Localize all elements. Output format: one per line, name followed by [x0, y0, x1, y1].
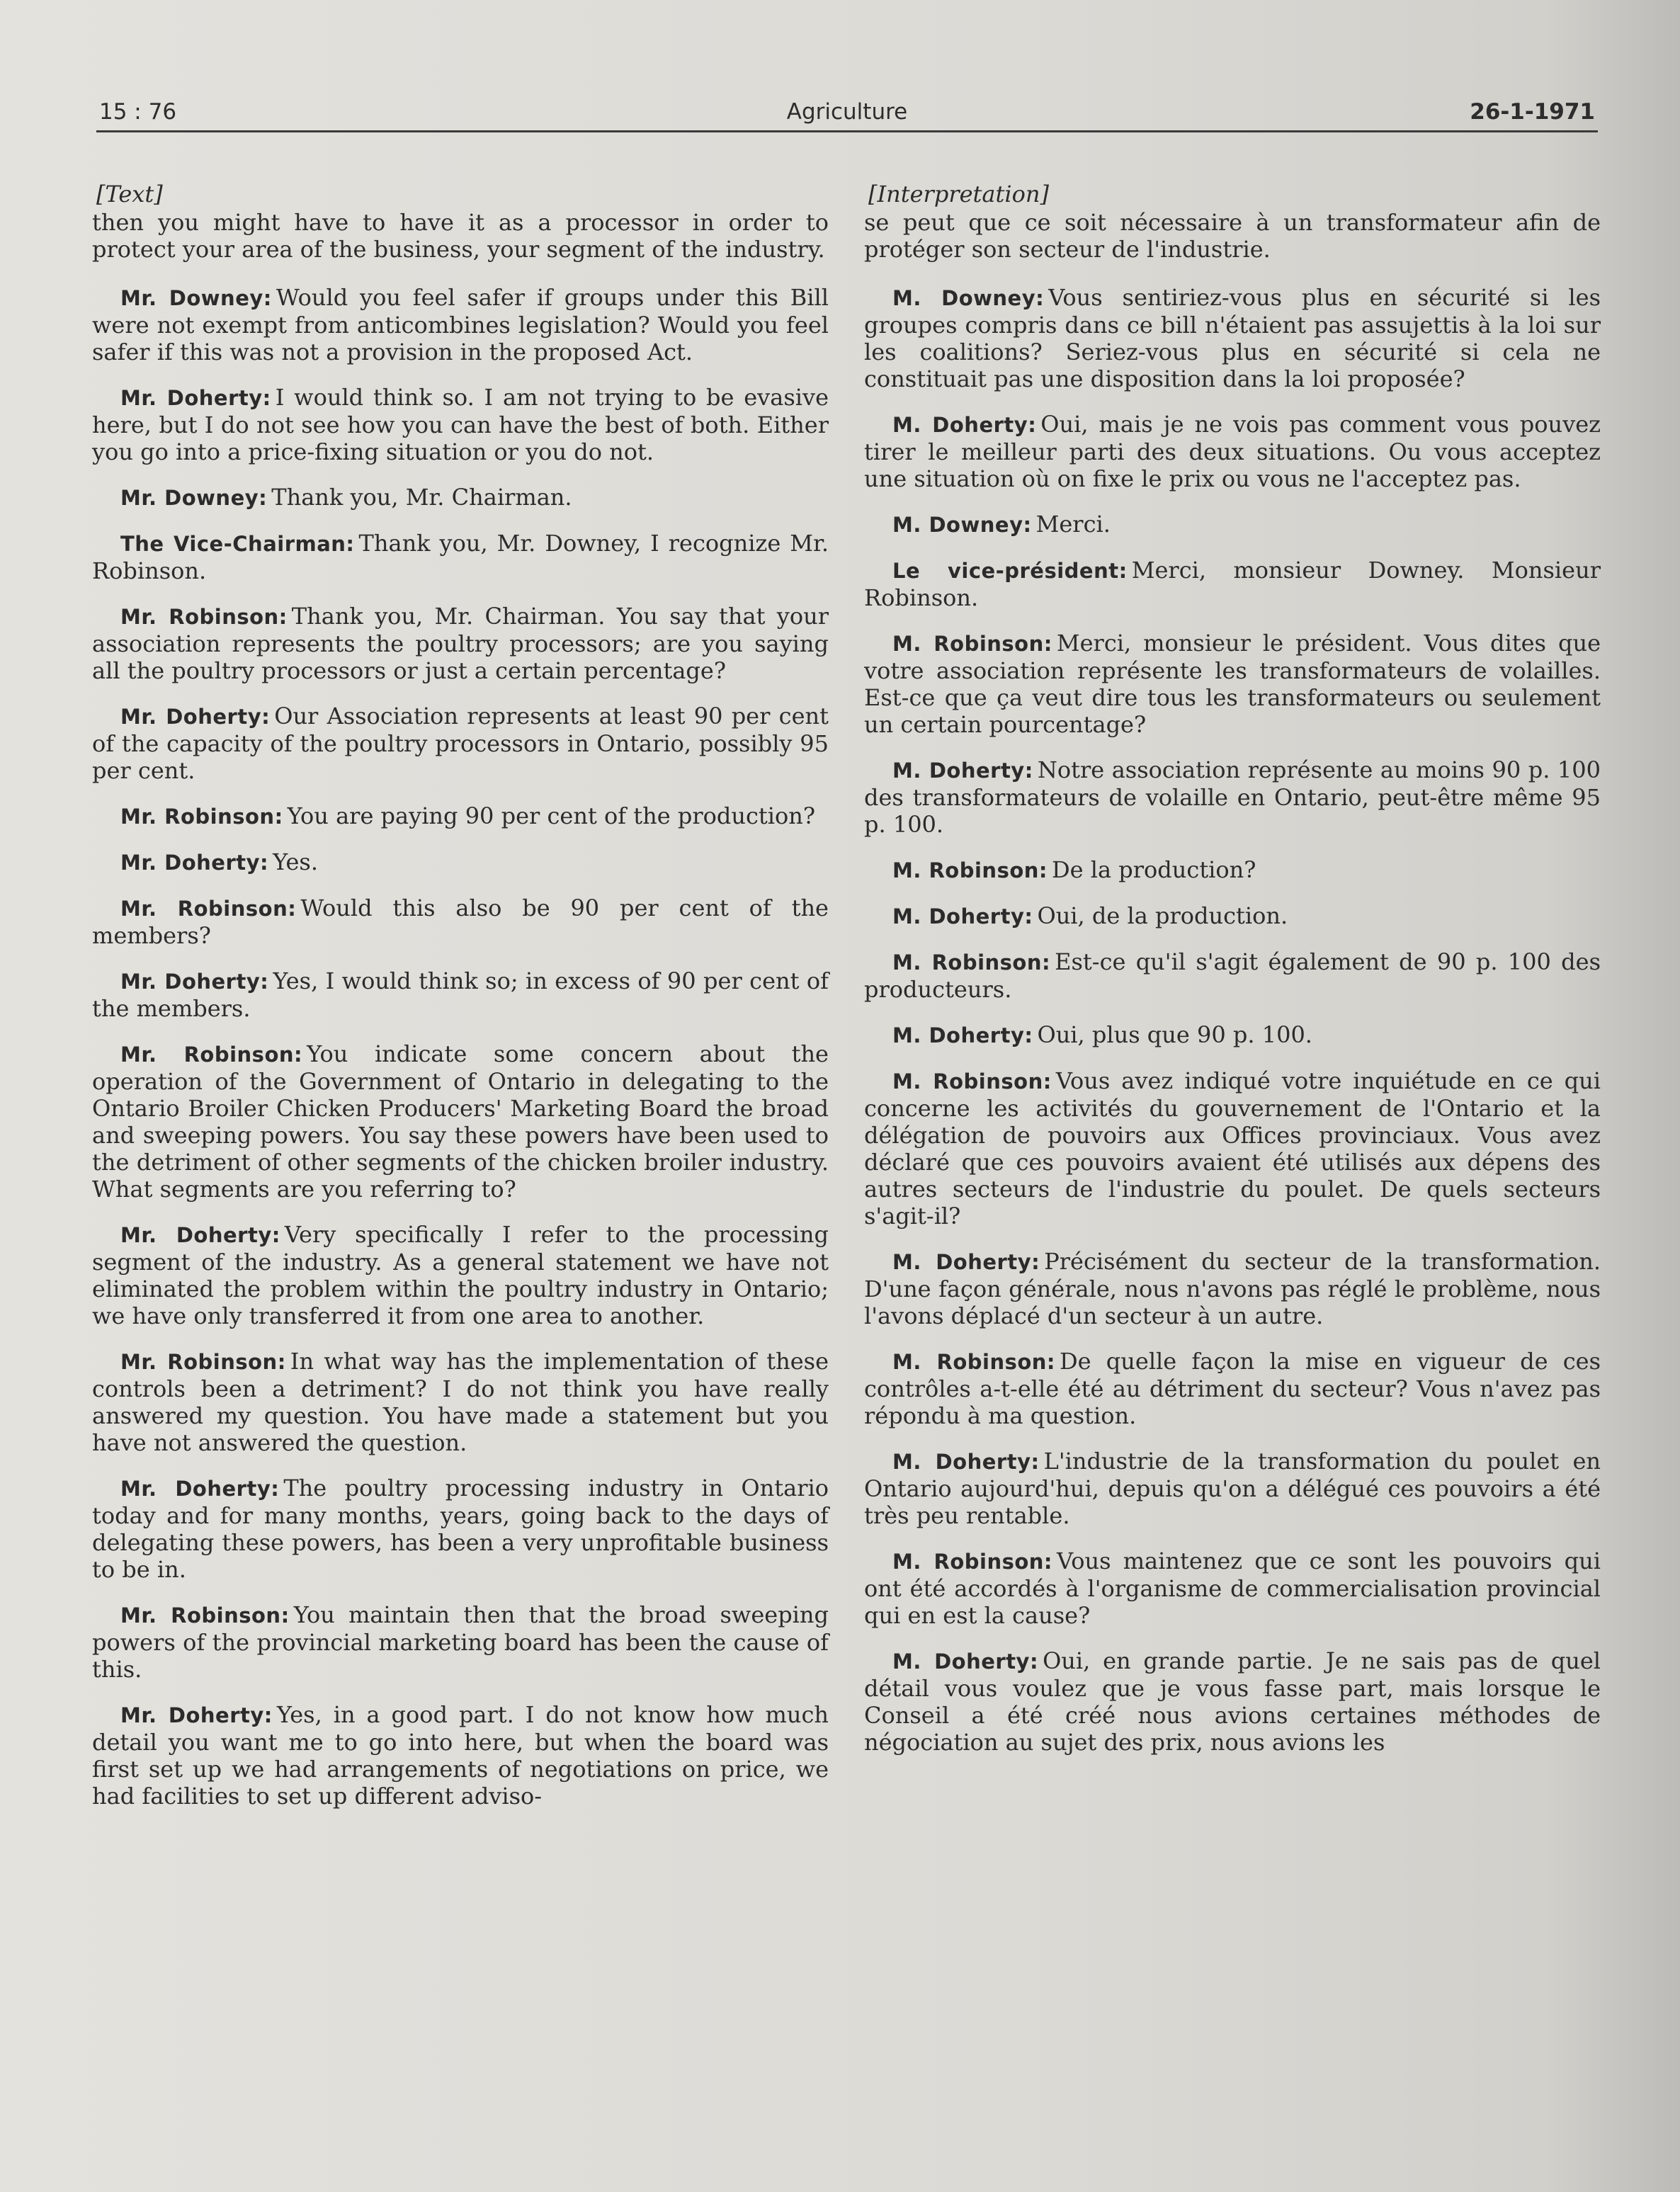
speaker-name: M. Doherty: — [892, 904, 1033, 929]
paragraph-text: Yes. — [273, 848, 318, 875]
speaker-name: The Vice-Chairman: — [120, 532, 355, 556]
paragraph — [92, 1601, 829, 1683]
paragraph-text: Oui, de la production. — [1037, 902, 1288, 929]
speaker-name: M. Robinson: — [892, 632, 1052, 656]
speaker-name: Mr. Robinson: — [120, 605, 288, 629]
paragraph — [92, 384, 829, 465]
paragraph — [92, 1475, 829, 1583]
speaker-name: Mr. Robinson: — [120, 805, 283, 829]
paragraph — [864, 1021, 1601, 1049]
paragraph-text: In what way has the implementation of these controls been a detriment? I do not think you have really answered my question. You have made a statement but you have not answered the question. — [92, 1348, 829, 1456]
paragraph — [92, 802, 829, 830]
page-header — [96, 99, 1598, 132]
speaker-name: Mr. Doherty: — [120, 1477, 280, 1501]
paragraph — [864, 1448, 1601, 1529]
paragraph-text: You are paying 90 per cent of the production? — [287, 802, 816, 829]
paragraph-text: Merci, monsieur le président. Vous dites que votre association représente les transformateurs de volailles. Est-ce que ça veut dire tous les transformateurs ou seulement un certain pourcentage? — [864, 630, 1601, 738]
speaker-name: M. Robinson: — [892, 858, 1048, 882]
paragraph — [92, 967, 829, 1022]
page-title: Agriculture — [786, 99, 908, 125]
speaker-name: Mr. Doherty: — [120, 970, 269, 994]
paragraph-text: Oui, en grande partie. Je ne sais pas de quel détail vous voulez que je vous fasse part, mais lorsque le Conseil a été créé nous avions certaines méthodes de négociation au sujet des prix, nous avions les — [864, 1647, 1601, 1756]
french-paragraphs — [864, 209, 1601, 1756]
paragraph — [92, 1701, 829, 1810]
interpretation-label: [Interpretation] — [868, 181, 1049, 208]
paragraph-text: Merci. — [1035, 511, 1111, 538]
paragraph-text: The poultry processing industry in Ontario today and for many months, years, going back to the days of delegating these powers, has been a very unprofitable business to be in. — [92, 1475, 829, 1583]
paragraph — [864, 856, 1601, 884]
paragraph — [92, 1348, 829, 1456]
paragraph-text: Vous sentiriez-vous plus en sécurité si les groupes compris dans ce bill n'étaient pas assujettis à la loi sur les coalitions? Seriez-vous plus en sécurité si cela ne constituait pas une disposition dans la loi proposée? — [864, 284, 1601, 392]
speaker-name: M. Robinson: — [892, 950, 1051, 975]
speaker-name: Mr. Downey: — [120, 286, 272, 310]
paragraph-text: se peut que ce soit nécessaire à un transformateur afin de protéger son secteur de l'industrie. — [864, 209, 1601, 263]
paragraph — [92, 284, 829, 365]
paragraph-text: Vous avez indiqué votre inquiétude en ce qui concerne les activités du gouvernement de l'Ontario et la délégation de pouvoirs aux Offices provinciaux. Vous avez déclaré que ces pouvoirs avaient été utilisés aux dépens des autres secteurs de l'industrie du poulet. De quels secteurs s'agit-il? — [864, 1067, 1601, 1230]
paragraph — [92, 484, 829, 511]
paragraph — [864, 557, 1601, 611]
paragraph-text: Would this also be 90 per cent of the members? — [92, 895, 829, 949]
paragraph-text: I would think so. I am not trying to be evasive here, but I do not see how you can have the best of both. Either you go into a price-fixing situation or you do not. — [92, 384, 829, 465]
paragraph-text: Vous maintenez que ce sont les pouvoirs qui ont été accordés à l'organisme de commercialisation provincial qui en est la cause? — [864, 1548, 1601, 1629]
paragraph — [864, 1248, 1601, 1329]
paragraph-text: De quelle façon la mise en vigueur de ces contrôles a-t-elle été au détriment du secteur? Vous n'avez pas répondu à ma question. — [864, 1348, 1601, 1429]
speaker-name: M. Doherty: — [892, 1023, 1033, 1047]
paragraph-text: You maintain then that the broad sweeping powers of the provincial marketing board has been the cause of this. — [92, 1601, 829, 1683]
paragraph — [92, 848, 829, 876]
paragraph-text: Thank you, Mr. Chairman. You say that your association represents the poultry processors; are you saying all the poultry processors or just a certain percentage? — [92, 603, 829, 684]
paragraph — [864, 209, 1601, 263]
paragraph-text: Notre association représente au moins 90 p. 100 des transformateurs de volaille en Ontario, peut-être même 95 p. 100. — [864, 756, 1601, 838]
paragraph-text: Est-ce qu'il s'agit également de 90 p. 100 des producteurs. — [864, 948, 1601, 1003]
speaker-name: Mr. Doherty: — [120, 705, 271, 729]
speaker-name: M. Doherty: — [892, 1649, 1039, 1674]
paragraph-text: Précisément du secteur de la transformation. D'une façon générale, nous n'avons pas réglé le problème, nous l'avons déplacé d'un secteur à un autre. — [864, 1248, 1601, 1329]
speaker-name: Mr. Robinson: — [120, 1603, 290, 1628]
paragraph — [92, 209, 829, 263]
page-date: 26-1-1971 — [1470, 99, 1595, 125]
speaker-name: Mr. Downey: — [120, 486, 268, 510]
paragraph-text: L'industrie de la transformation du poulet en Ontario aujourd'hui, depuis qu'on a délégué ces pouvoirs a été très peu rentable. — [864, 1448, 1601, 1529]
paragraph-text: then you might have to have it as a processor in order to protect your area of the business, your segment of the industry. — [92, 209, 829, 263]
speaker-name: Le vice-président: — [892, 559, 1128, 583]
speaker-name: M. Robinson: — [892, 1350, 1056, 1374]
paragraph — [92, 1040, 829, 1203]
paragraph — [864, 1647, 1601, 1756]
paragraph-text: You indicate some concern about the operation of the Government of Ontario in delegating to the Ontario Broiler Chicken Producers' Marketing Board the broad and sweeping powers. You say these powers have been used to the detriment of other segments of the chicken broiler industry. What segments are you referring to? — [92, 1040, 829, 1203]
english-column — [92, 181, 829, 1828]
paragraph-text: Very specifically I refer to the processing segment of the industry. As a general statement we have not eliminated the problem within the poultry industry in Ontario; we have only transferred it from one area to another. — [92, 1221, 829, 1329]
speaker-name: M. Doherty: — [892, 759, 1033, 783]
paragraph-text: Yes, in a good part. I do not know how much detail you want me to go into here, but when the board was first set up we had arrangements of negotiations on price, we had facilities to set up different adviso- — [92, 1701, 829, 1810]
paragraph — [864, 1548, 1601, 1629]
speaker-name: Mr. Robinson: — [120, 1043, 303, 1067]
paragraph — [864, 1067, 1601, 1230]
english-paragraphs — [92, 209, 829, 1810]
paragraph-text: Oui, mais je ne vois pas comment vous pouvez tirer le meilleur parti des deux situations. Ou vous acceptez une situation où on fixe le prix ou vous ne l'acceptez pas. — [864, 411, 1601, 492]
paragraph — [864, 902, 1601, 930]
paragraph-text: Merci, monsieur Downey. Monsieur Robinson. — [864, 557, 1601, 611]
paragraph — [864, 756, 1601, 838]
speaker-name: Mr. Robinson: — [120, 897, 297, 921]
paragraph — [864, 948, 1601, 1003]
speaker-name: Mr. Robinson: — [120, 1350, 286, 1374]
speaker-name: Mr. Doherty: — [120, 386, 271, 410]
speaker-name: M. Doherty: — [892, 413, 1037, 437]
paragraph — [864, 284, 1601, 392]
paragraph-text: Thank you, Mr. Chairman. — [271, 484, 572, 511]
paragraph-text: Our Association represents at least 90 per cent of the capacity of the poultry processors in Ontario, possibly 95 per cent. — [92, 703, 829, 784]
paragraph-text: Oui, plus que 90 p. 100. — [1037, 1021, 1312, 1048]
paragraph — [864, 1348, 1601, 1429]
paragraph-text: Thank you, Mr. Downey, I recognize Mr. Robinson. — [92, 530, 829, 584]
text-label: [Text] — [96, 181, 163, 208]
speaker-name: Mr. Doherty: — [120, 1703, 273, 1727]
paragraph — [92, 530, 829, 584]
paragraph-text: De la production? — [1052, 856, 1256, 883]
paragraph — [92, 895, 829, 949]
paragraph — [864, 511, 1601, 538]
speaker-name: M. Doherty: — [892, 1250, 1040, 1274]
page-number: 15 : 76 — [99, 99, 177, 125]
french-column — [864, 181, 1601, 1774]
paragraph — [864, 630, 1601, 738]
speaker-name: Mr. Doherty: — [120, 1223, 280, 1247]
paragraph — [92, 1221, 829, 1329]
speaker-name: M. Robinson: — [892, 1550, 1053, 1574]
speaker-name: M. Downey: — [892, 513, 1032, 537]
speaker-name: Mr. Doherty: — [120, 851, 269, 875]
paragraph-text: Yes, I would think so; in excess of 90 per cent of the members. — [92, 967, 829, 1022]
paragraph-text: Would you feel safer if groups under this Bill were not exempt from anticombines legislation? Would you feel safer if this was not a provision in the proposed Act. — [92, 284, 829, 365]
paragraph — [92, 603, 829, 684]
paragraph — [92, 703, 829, 784]
paragraph — [864, 411, 1601, 492]
speaker-name: M. Downey: — [892, 286, 1045, 310]
speaker-name: M. Robinson: — [892, 1069, 1052, 1094]
speaker-name: M. Doherty: — [892, 1450, 1040, 1474]
